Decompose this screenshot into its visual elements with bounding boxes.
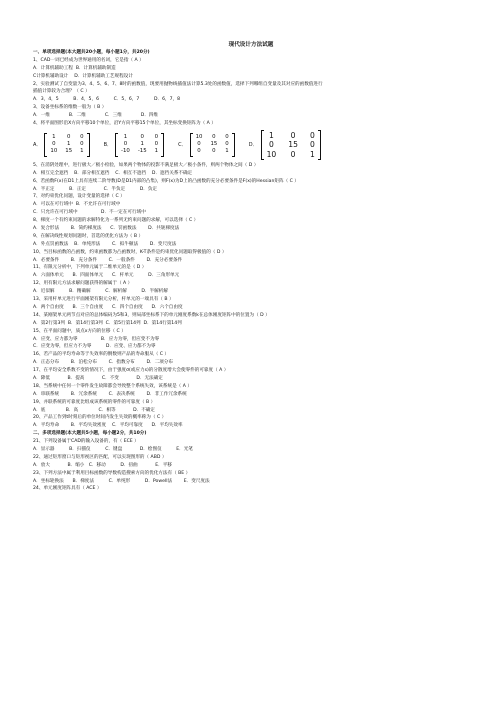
question-line: A．应变、应力都为零 B．应力为零，但应变不为零 [33,336,160,342]
question-line: 3、设备坐标系的维数一般为（ B ） [33,105,107,111]
matrix-cell: 1 [123,134,128,141]
matrix-cell: 15 [288,140,298,150]
matrix-cell: 0 [154,134,159,141]
question-line: A．平均寿命 B．平均失效密度 C．平均可靠度 D．平均失效率 [33,423,183,429]
question-line: A．3，4，5 B．4，5，6 C．5，6，7 D．6，7，8 [33,97,181,103]
question-line: 24、单元刚度矩阵具有（ ACE ） [33,486,102,492]
question-line: 9、在解决线性规划问题时，首选的优化方法为（ B ） [33,233,144,239]
question-line: 6、若函数F(x)在D1上具有连续二阶导数(D是D1内部的凸集)，则F(x)为D上的凸函数的充分必要条件是F(x)的Hessian矩阵（ C ） [33,178,299,184]
question-line: A．串联系统 B．冗余系统 C．表决系统 D．非工作冗余系统 [33,391,187,397]
matrix-cell: -10 [121,148,130,155]
question-line: A．降低 B．提高 C．不变 D．无法确定 [33,375,163,381]
question-line: A．可以在可行域中 B．不允许在可行域中 [33,202,121,208]
matrix-option-label: A． [33,141,42,148]
exam-body [33,49,473,493]
question-line: 2、实验测试了自变量为3、4、5、6、7、8时的函数值，现要用抛物线插值法计算5.3处的函数值，选择下列哪组自变量及其对应的函数值进行 [33,81,323,87]
matrix-right-bracket [161,133,164,157]
matrix-cell: -15 [137,148,147,155]
matrix-cell: 10 [50,148,58,155]
question-line: 17、在平均安全系数不变的情况下，由于强度σ(或应力s)的分散度增大会使零件的可靠度（ A ） [33,368,229,374]
matrix-cells [118,134,161,155]
section-heading: 二、多项选择题(本大题共5小题，每小题2分，共10分) [33,431,147,437]
question-line: 插值计算较为合理？（ C ） [33,89,90,95]
question-line: 4、将平面图形沿X方向平移10个单位，沿Y方向平移15个单位，其坐标变换矩阵为（ A ） [33,121,216,127]
matrix-cell: 0 [212,134,216,141]
matrix-cell: 1 [66,141,71,148]
matrix-cell: 0 [154,141,159,148]
question-line: 18、当系统中任何一个零件发生故障都会导致整个系统失效，该系统是（ A ） [33,383,192,389]
question-line: 19、并联系统的可靠度比组成该系统的零件的可靠度（ B ） [33,399,156,405]
matrix-cells [193,134,232,155]
question-line: 20、产品工作到t时刻后的单位时间内发生失效的概率称为（ C ） [33,415,167,421]
matrix-cell: 1 [269,130,274,140]
question-line: A．外点罚函数法 B．单纯形法 C．拟牛顿法 D．变尺度法 [33,241,177,247]
page-title: 现代设计方法试题 [228,42,274,48]
matrix-cell: 1 [52,134,56,141]
matrix-cell: 10 [266,149,277,159]
matrix-cell: 0 [66,134,71,141]
question-line: A．六面体单元 B．四面体单元 C．杆单元 D．三角形单元 [33,273,180,279]
matrix-cell: 0 [80,134,84,141]
question-line: A．复合形法 B．简约梯度法 C．罚函数法 D．共轭梯度法 [33,226,180,232]
question-line: A．必要条件 B．充分条件 C．一般条件 D．充分必要条件 [33,257,183,263]
matrix-cell: 0 [212,148,216,155]
question-line: A．一维 B．二维 C．三维 D．四维 [33,113,159,119]
questions-part-2 [33,162,473,493]
question-line: 22、通过矩形窗口与矩形视区的匹配，可以实现图形的（ ABD ） [33,454,167,460]
matrix-cell: 10 [195,134,203,141]
matrix-option-label: B． [103,141,113,148]
matrix-right-bracket [318,130,321,160]
matrix-cell: 1 [154,148,159,155]
matrix-cell: 0 [197,148,201,155]
matrix-option-label: C． [178,141,187,148]
questions-part-1 [33,49,473,128]
matrix-cell: 1 [309,149,315,159]
question-line: A．底 B．高 C．相等 D．不确定 [33,407,155,413]
matrix-cell: 0 [290,149,296,159]
matrix-cell: 0 [123,141,128,148]
question-line: A．两个自由度 B．三个自由度 C．四个自由度 D．六个自由度 [33,304,183,310]
matrix-cell: 0 [52,141,56,148]
question-line: A．放大 B．缩小 C．移动 D．扭曲 E．平移 [33,462,172,468]
question-line: 15、在平面问题中，质点x方向的位移（ C ） [33,328,126,334]
matrix-cell: 15 [210,141,218,148]
question-line: A．第2行第3列 B．第14行第3列 C．第5行第14列 D．第14行第14列 [33,320,182,326]
question-line: A．半正定 B．正定 C．半负定 D．负定 [33,186,158,192]
matrix-cell: 0 [309,130,315,140]
matrix-cell: 0 [225,134,229,141]
matrix-cell: 15 [65,148,73,155]
transform-matrix [190,133,235,157]
question-line: 11、有限元分析中，下列单元属于二维单元的是（ D ） [33,265,147,271]
matrix-cell: 0 [290,130,296,140]
question-line: A．显示器 B．扫描仪 C．键盘 D．绘图仪 E．光笔 [33,446,193,452]
question-line: 1、CAD一词已经成为世界通用的名词，它是指（ A ） [33,57,144,63]
matrix-cell: 0 [225,141,229,148]
question-line: 23、下列方法中属于利用目标函数的导数构造搜索方向的优化方法有（ BE ） [33,470,191,476]
matrix-cell: 0 [309,140,315,150]
matrix-right-bracket [87,133,90,157]
transform-matrix [115,133,164,157]
question-line: A．计算机辅助工程 B．计算机辅助制造 [33,65,116,71]
matrix-right-bracket [232,133,235,157]
matrix-cell: 0 [269,140,274,150]
transform-matrix [44,133,89,157]
matrix-cell: 1 [140,141,144,148]
matrix-option-label: D． [248,141,258,148]
question-line: 16、若产品的平均寿命等于失效率的倒数则产品的寿命服从（ C ） [33,352,170,358]
question-line: A．正态分布 B．泊松分布 C．指数分布 D．二项分布 [33,360,173,366]
question-line: A．相互完全遮挡 B．部分相互遮挡 C．相互不遮挡 D．遮挡关系不确定 [33,170,193,176]
question-line: A．近似解 B．精确解 C．解析解 D．半解析解 [33,289,168,295]
matrix-cell: 0 [197,141,201,148]
question-line: 12、用有限元方法求解问题获得的解属于（ A ） [33,281,133,287]
question-line: 10、当目标函数的凸函数，约束函数都为凸函数时，K-T条件是约束优化问题取得极值的（ D ） [33,249,227,255]
question-line: 8、梯度一个有约束问题的求解特化为一系列无约束问题的求解，可以选择（ C ） [33,218,199,224]
section-heading: 一、单项选择题(本大题共20小题，每小题1分，共20分) [33,50,150,55]
question-line: 14、某刚架单元两节点对应的总体编码为5和3，则局部坐标系下的单元刚度系数k在总体刚度矩阵中的位置为（ D ） [33,312,270,318]
question-line: C．应变为零，但应力不为零 D．应变、应力都不为零 [33,344,156,350]
question-line: 13、采用杆单元进行平面刚架有限元分析，杆单元的一端具有（ B ） [33,297,174,303]
matrix-options-row [33,129,473,161]
question-line: A．坐标轮换法 B．梯度法 C．单纯形 D．Powell法 E．变尺度法 [33,478,210,484]
question-line: C计算机辅助设计 D．计算机辅助工艺规程设计 [33,73,133,79]
question-line: 7、对约束优化问题，设计变量的选择（ C ） [33,194,125,200]
matrix-cell: 0 [80,141,84,148]
question-line: C．只允许在可行域中 D．不一定在可行域中 [33,210,146,216]
question-line: 5、在消阴处理中，进行极大／极小检验，如果两个物体的投影不满足极大／极小条件，则两个物体之间（ D ） [33,162,259,168]
transform-matrix [261,130,321,160]
matrix-cell: 1 [80,148,84,155]
question-line: 21、下列设备属于CAD的输入设备的，有（ ECE ） [33,439,139,445]
matrix-cell: 0 [140,134,144,141]
matrix-cells [264,131,318,160]
matrix-cells [47,134,86,155]
matrix-cell: 1 [225,148,229,155]
